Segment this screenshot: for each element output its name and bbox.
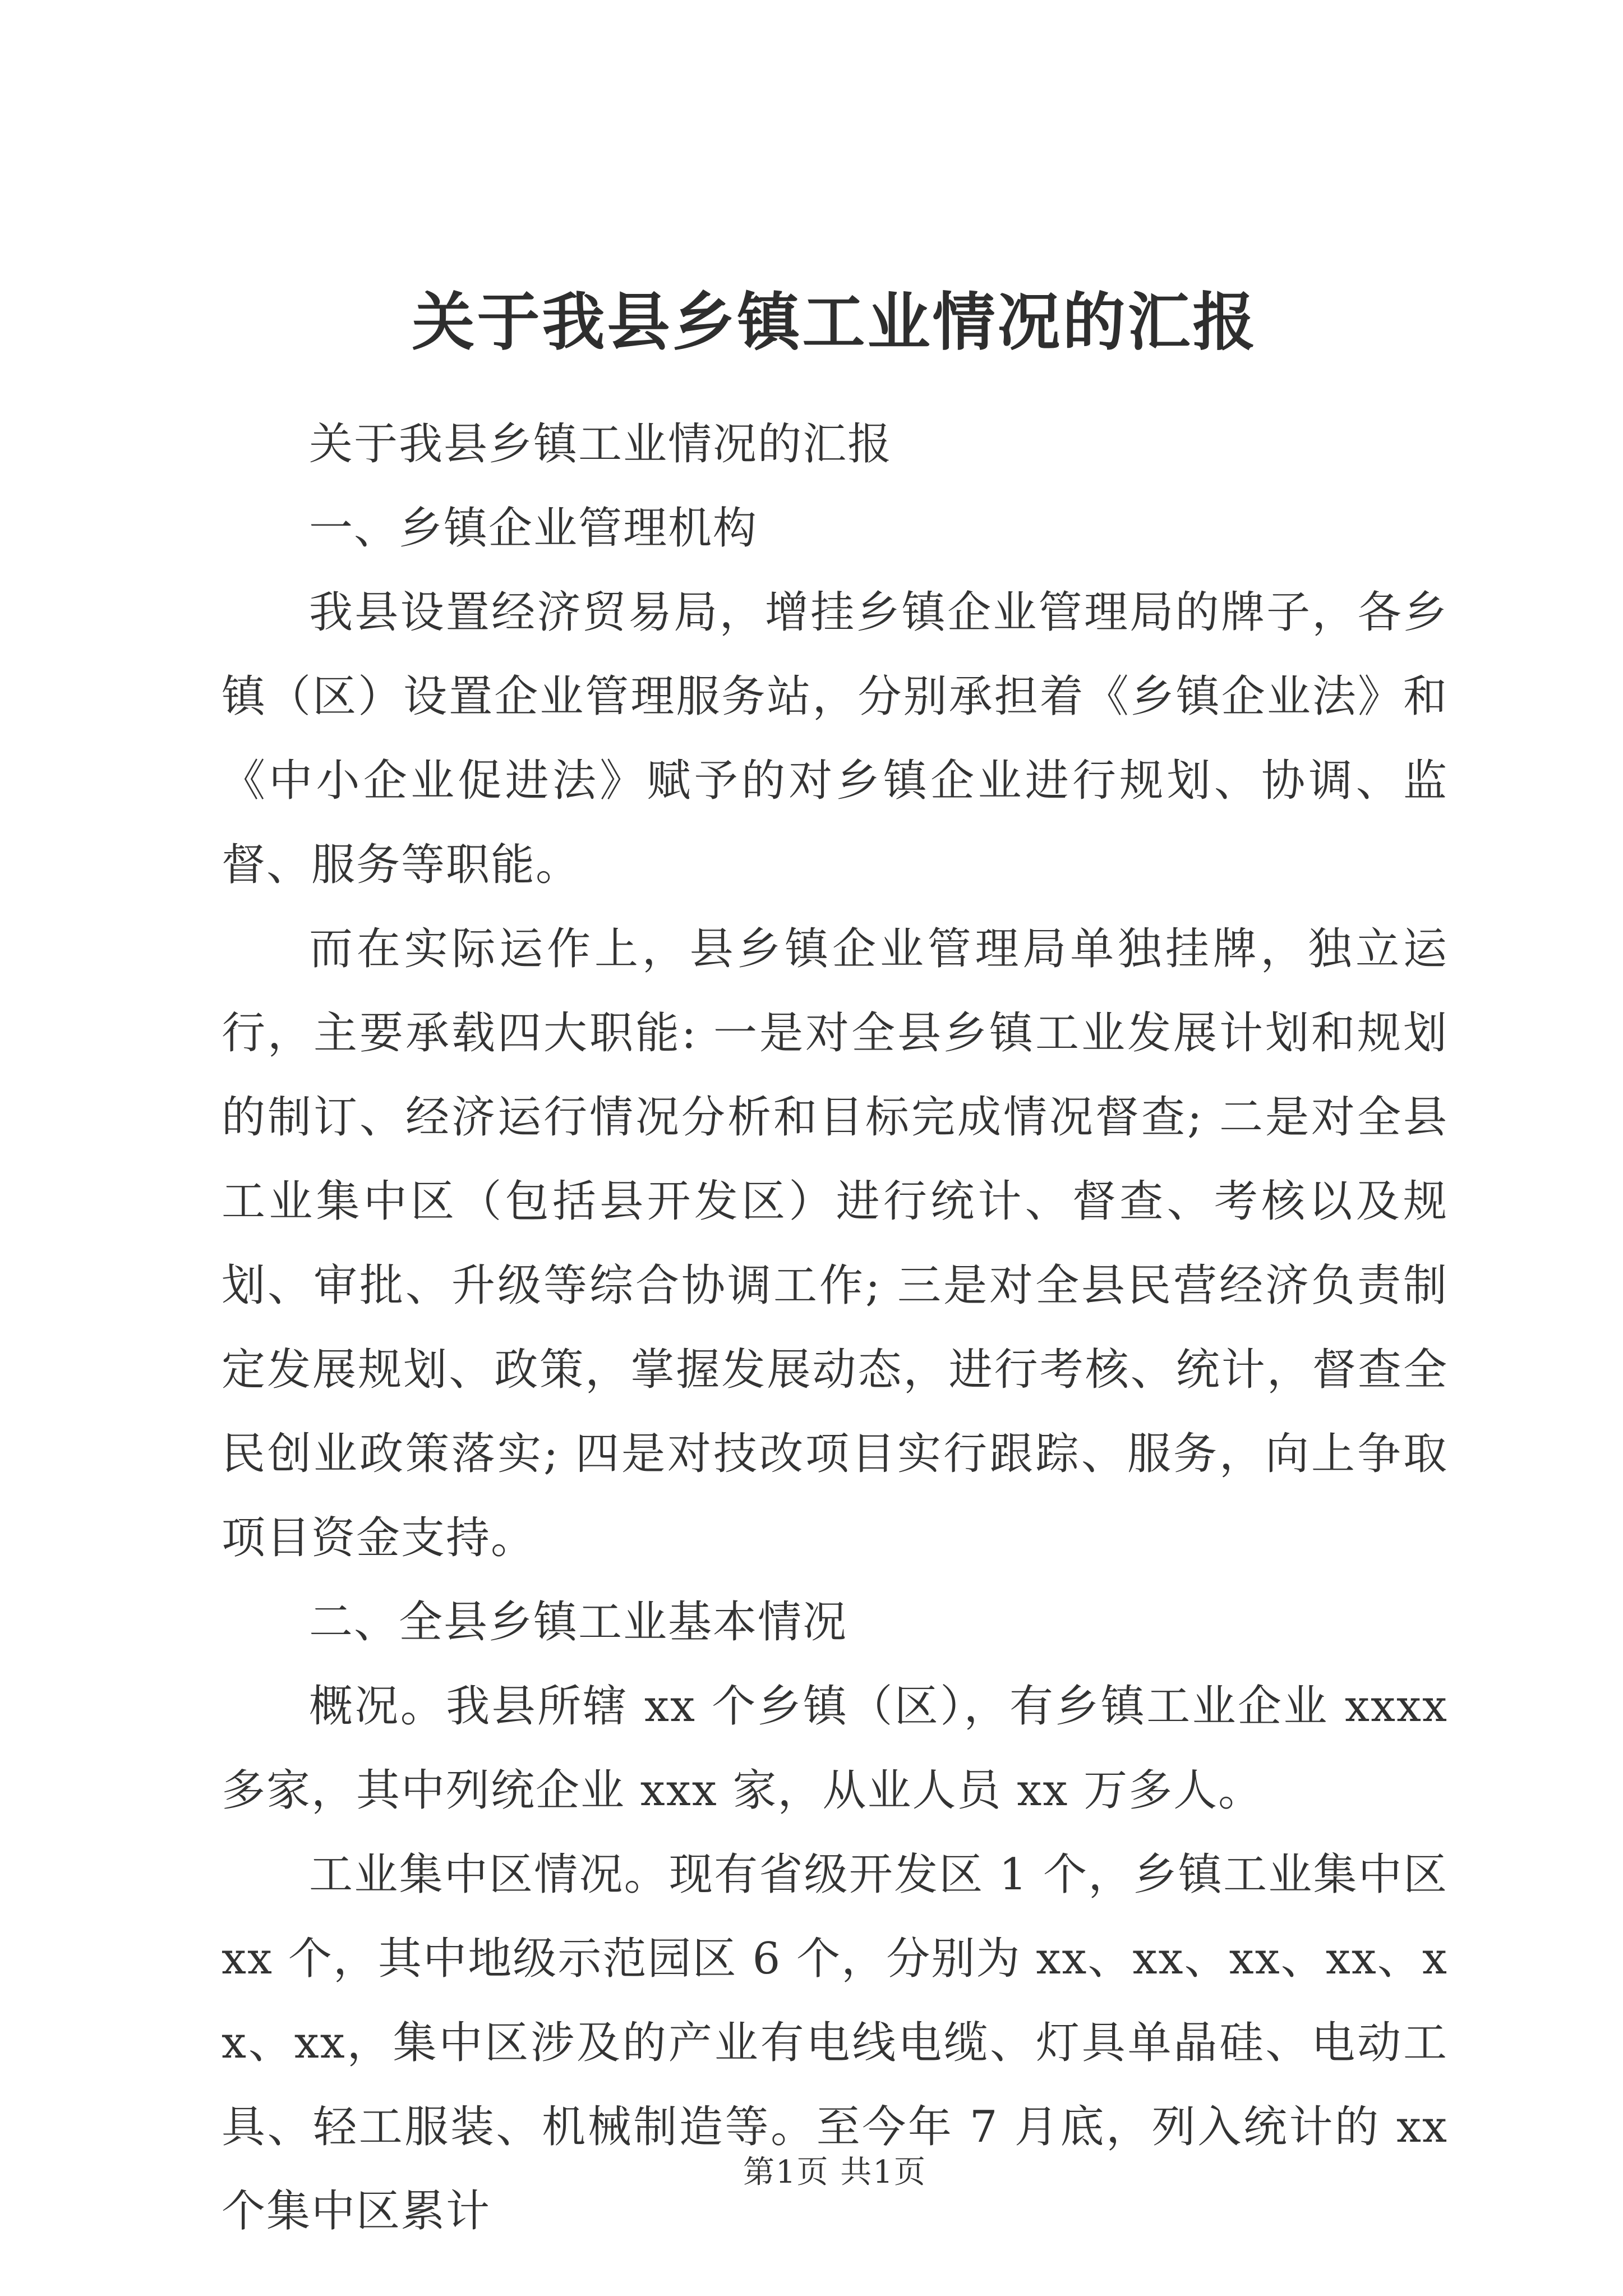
paragraph-section-1-heading: 一、乡镇企业管理机构 (309, 503, 758, 554)
paragraph-body-1: 我县设置经济贸易局，增挂乡镇企业管理局的牌子，各乡镇（区）设置企业管理服务站，分别承担着《乡镇企业法》和《中小企业促进法》赋予的对乡镇企业进行规划、协调、监督、服务等职能。 (222, 587, 1448, 890)
document-title: 关于我县乡镇工业情况的汇报 (412, 286, 1258, 359)
page-footer: 第1页 共1页 (743, 2154, 927, 2191)
paragraph-body-3: 概况。我县所辖 xx 个乡镇（区），有乡镇工业企业 xxxx 多家，其中列统企业 xxx 家，从业人员 xx 万多人。 (222, 1681, 1448, 1816)
paragraph-section-2-heading: 二、全县乡镇工业基本情况 (309, 1597, 848, 1648)
paragraph-repeat-title: 关于我县乡镇工业情况的汇报 (309, 419, 893, 470)
paragraph-body-4: 工业集中区情况。现有省级开发区 1 个，乡镇工业集中区 xx 个，其中地级示范园区 6 个，分别为 xx、xx、xx、xx、xx、xx，集中区涉及的产业有电线电缆、灯具单晶硅、电动工具、轻工服装、机械制造等。至今年 7 月底，列入统计的 xx 个集中区累计 (222, 1849, 1448, 2237)
paragraph-body-2: 而在实际运作上，县乡镇企业管理局单独挂牌，独立运行，主要承载四大职能: 一是对全县乡镇工业发展计划和规划的制订、经济运行情况分析和目标完成情况督查; 二是对全县工业集中区（包括县开发区）进行统计、督查、考核以及规划、审批、升级等综合协调工作; 三是对全县民营经济负责制定发展规划、政策，掌握发展动态，进行考核、统计，督查全民创业政策落实; 四是对技改项目实行跟踪、服务，向上争取项目资金支持。 (222, 924, 1448, 1563)
